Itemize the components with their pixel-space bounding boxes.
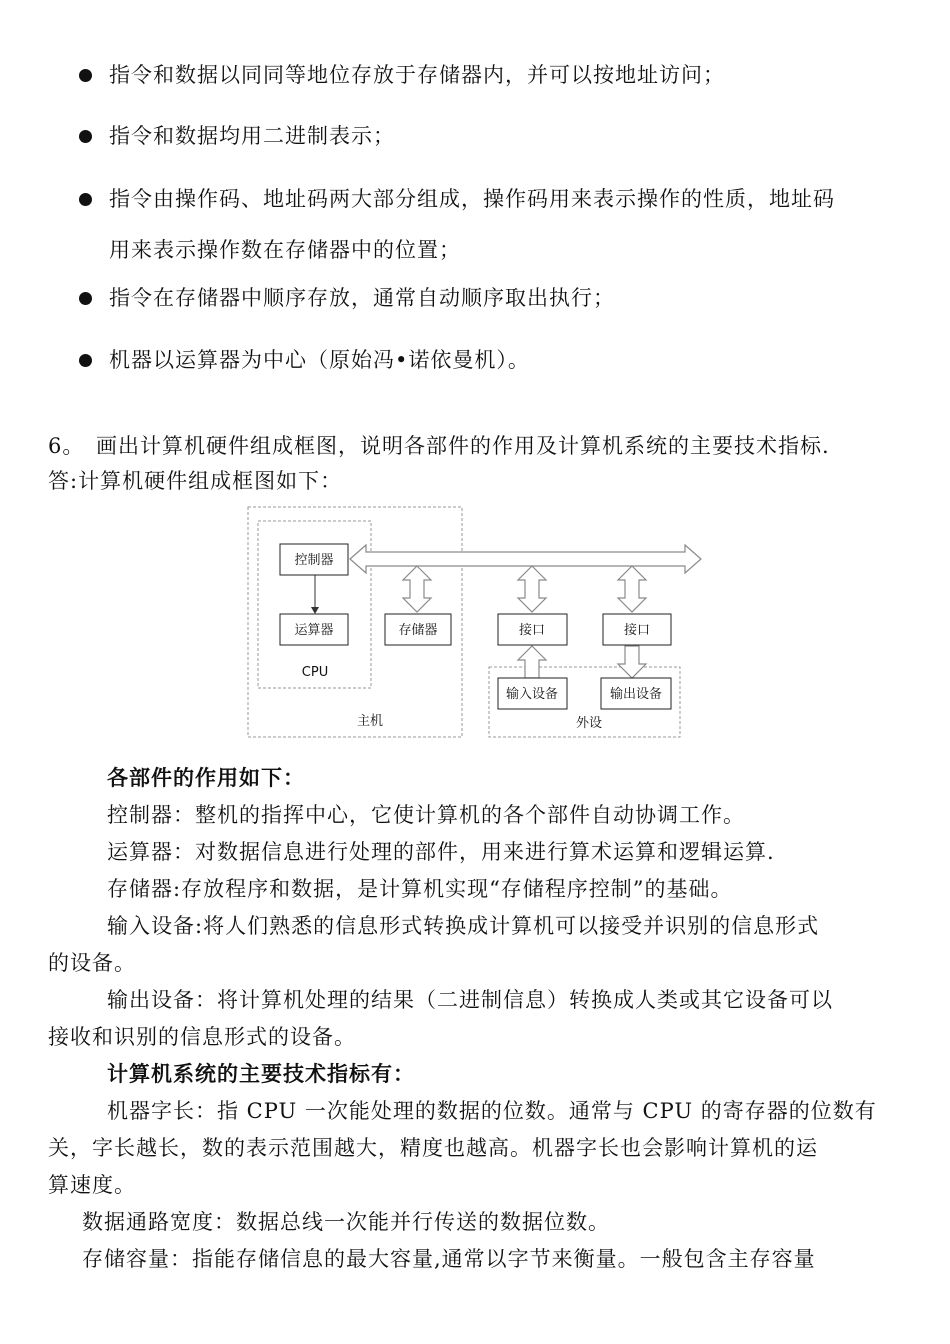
bullet-dot — [79, 130, 92, 143]
memory-label: 存储器 — [398, 623, 438, 638]
word-length-desc: 机器字长：指 CPU 一次能处理的数据的位数。通常与 CPU 的寄存器的位数有 — [107, 1099, 877, 1123]
memory-desc: 存储器:存放程序和数据，是计算机实现“存储程序控制”的基础。 — [107, 877, 733, 901]
controller-label: 控制器 — [294, 553, 334, 568]
interface-to-output-arrow — [618, 646, 646, 678]
output-device-desc-cont: 接收和识别的信息形式的设备。 — [48, 1025, 356, 1049]
hardware-block-diagram — [240, 504, 710, 740]
input-device-desc: 输入设备:将人们熟悉的信息形式转换成计算机可以接受并识别的信息形式 — [107, 914, 820, 938]
alu-label: 运算器 — [294, 623, 334, 638]
bullet-text: 机器以运算器为中心（原始冯•诺依曼机）。 — [109, 348, 530, 372]
answer-intro: 答:计算机硬件组成框图如下： — [48, 469, 343, 493]
interface-in-label: 接口 — [518, 623, 546, 638]
bullet-text: 指令在存储器中顺序存放，通常自动顺序取出执行； — [109, 286, 615, 310]
output-device-desc: 输出设备：将计算机处理的结果（二进制信息）转换成人类或其它设备可以 — [107, 988, 833, 1012]
metrics-heading: 计算机系统的主要技术指标有： — [107, 1061, 415, 1086]
interface-out-label: 接口 — [623, 623, 651, 638]
system-bus-arrow — [350, 545, 701, 573]
bullet-dot — [79, 69, 92, 82]
input-device-label: 输入设备 — [505, 687, 559, 702]
host-label: 主机 — [356, 714, 384, 729]
bus-width-desc: 数据通路宽度：数据总线一次能并行传送的数据位数。 — [82, 1210, 610, 1234]
input-device-desc-cont: 的设备。 — [48, 951, 136, 975]
bullet-text: 指令和数据均用二进制表示； — [109, 124, 395, 148]
word-length-desc-end: 算速度。 — [48, 1173, 136, 1197]
controller-desc: 控制器：整机的指挥中心，它使计算机的各个部件自动协调工作。 — [107, 803, 745, 827]
interface-in-bus-arrow — [518, 566, 546, 612]
interface-out-bus-arrow — [618, 566, 646, 612]
capacity-desc: 存储容量：指能存储信息的最大容量,通常以字节来衡量。一般包含主存容量 — [82, 1247, 816, 1271]
question-text: 画出计算机硬件组成框图，说明各部件的作用及计算机系统的主要技术指标. — [96, 434, 830, 458]
bullet-dot — [79, 193, 92, 206]
bullet-text-continuation: 用来表示操作数在存储器中的位置； — [109, 238, 461, 262]
bullet-dot — [79, 292, 92, 305]
bullet-dot — [79, 354, 92, 367]
output-device-label: 输出设备 — [609, 687, 663, 702]
question-number: 6。 — [48, 434, 85, 458]
peripheral-label: 外设 — [575, 716, 603, 731]
memory-bus-arrow — [403, 566, 431, 612]
controller-to-alu-head — [311, 607, 319, 614]
bullet-text: 指令和数据以同同等地位存放于存储器内，并可以按地址访问； — [109, 63, 725, 87]
input-to-interface-arrow — [518, 646, 546, 678]
alu-desc: 运算器：对数据信息进行处理的部件，用来进行算术运算和逻辑运算. — [107, 840, 775, 864]
cpu-label: CPU — [301, 665, 329, 680]
components-heading: 各部件的作用如下： — [107, 765, 305, 790]
bullet-text: 指令由操作码、地址码两大部分组成，操作码用来表示操作的性质，地址码 — [109, 187, 835, 211]
word-length-desc-cont: 关，字长越长，数的表示范围越大，精度也越高。机器字长也会影响计算机的运 — [48, 1136, 818, 1160]
